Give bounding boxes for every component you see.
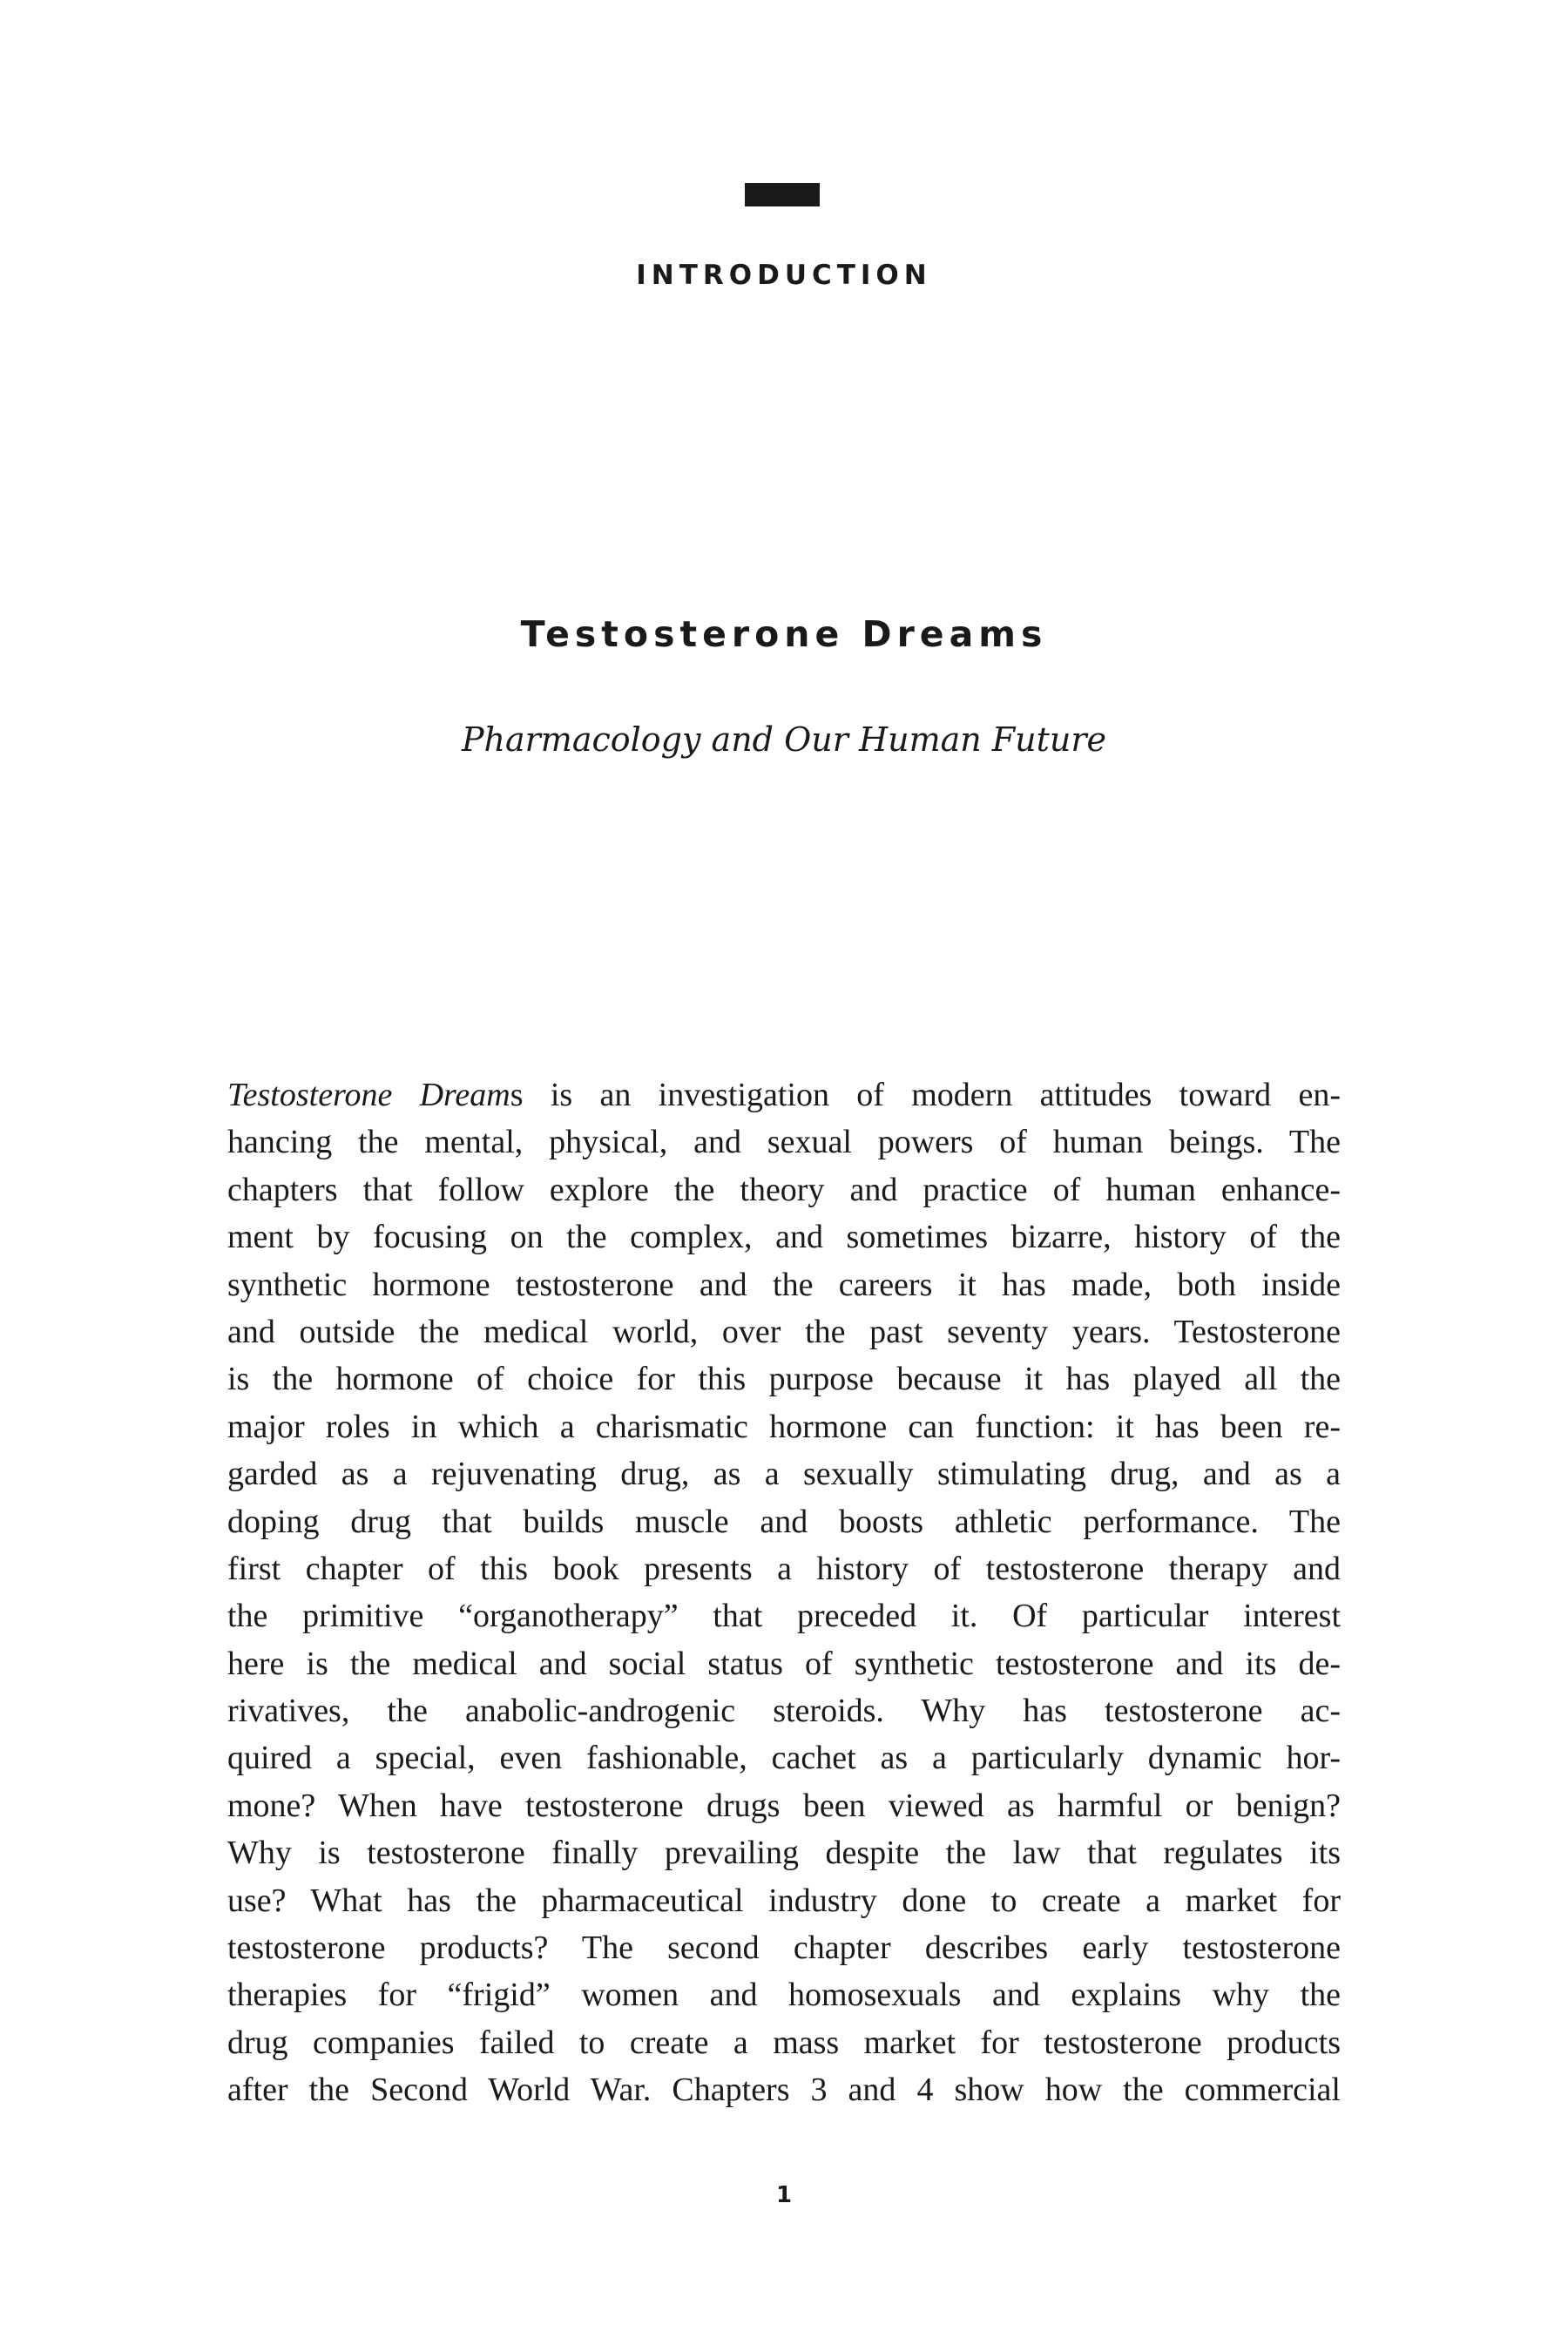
body-line: after the Second World War. Chapters 3 and 4 show how the commercial: [227, 2072, 1341, 2109]
book-title-italic: Testosterone Dream: [227, 1077, 510, 1113]
body-line: synthetic hormone testosterone and the careers it has made, both inside: [227, 1266, 1341, 1303]
body-line: chapters that follow explore the theory and practice of human enhance-: [227, 1171, 1341, 1208]
chapter-subtitle: Pharmacology and Our Human Future: [461, 720, 1107, 759]
body-line: testosterone products? The second chapter describes early testosterone: [227, 1930, 1341, 1967]
body-line: therapies for “frigid” women and homosexuals and explains why the: [227, 1977, 1341, 2014]
body-line: quired a special, even fashionable, cachet as a particularly dynamic hor-: [227, 1740, 1341, 1777]
body-line: garded as a rejuvenating drug, as a sexually stimulating drug, and as a: [227, 1456, 1341, 1493]
body-line: ment by focusing on the complex, and sometimes bizarre, history of the: [227, 1219, 1341, 1256]
body-line: doping drug that builds muscle and boosts athletic performance. The: [227, 1503, 1341, 1540]
body-line-text: s is an investigation of modern attitudes toward en-: [510, 1077, 1341, 1113]
body-line: major roles in which a charismatic hormone can function: it has been re-: [227, 1408, 1341, 1445]
body-line: and outside the medical world, over the past seventy years. Testosterone: [227, 1313, 1341, 1350]
page-number: 1: [775, 2182, 793, 2208]
body-line: use? What has the pharmaceutical industry done to create a market for: [227, 1882, 1341, 1919]
body-line: here is the medical and social status of synthetic testosterone and its de-: [227, 1645, 1341, 1682]
body-line: hancing the mental, physical, and sexual powers of human beings. The: [227, 1124, 1341, 1161]
body-line: [227, 1071, 1341, 1119]
body-text: [227, 1071, 1341, 2114]
body-line: drug companies failed to create a mass market for testosterone products: [227, 2024, 1341, 2061]
chapter-title: Testosterone Dreams: [520, 613, 1048, 655]
chapter-label: INTRODUCTION: [636, 260, 932, 291]
body-line: first chapter of this book presents a history of testosterone therapy and: [227, 1550, 1341, 1587]
chapter-marker-bar: [745, 183, 820, 206]
body-line: rivatives, the anabolic-androgenic steroids. Why has testosterone ac-: [227, 1693, 1341, 1730]
body-line: mone? When have testosterone drugs been viewed as harmful or benign?: [227, 1787, 1341, 1824]
body-line: the primitive “organotherapy” that preceded it. Of particular interest: [227, 1598, 1341, 1635]
body-line: is the hormone of choice for this purpose because it has played all the: [227, 1361, 1341, 1398]
body-line: Why is testosterone finally prevailing despite the law that regulates its: [227, 1835, 1341, 1872]
